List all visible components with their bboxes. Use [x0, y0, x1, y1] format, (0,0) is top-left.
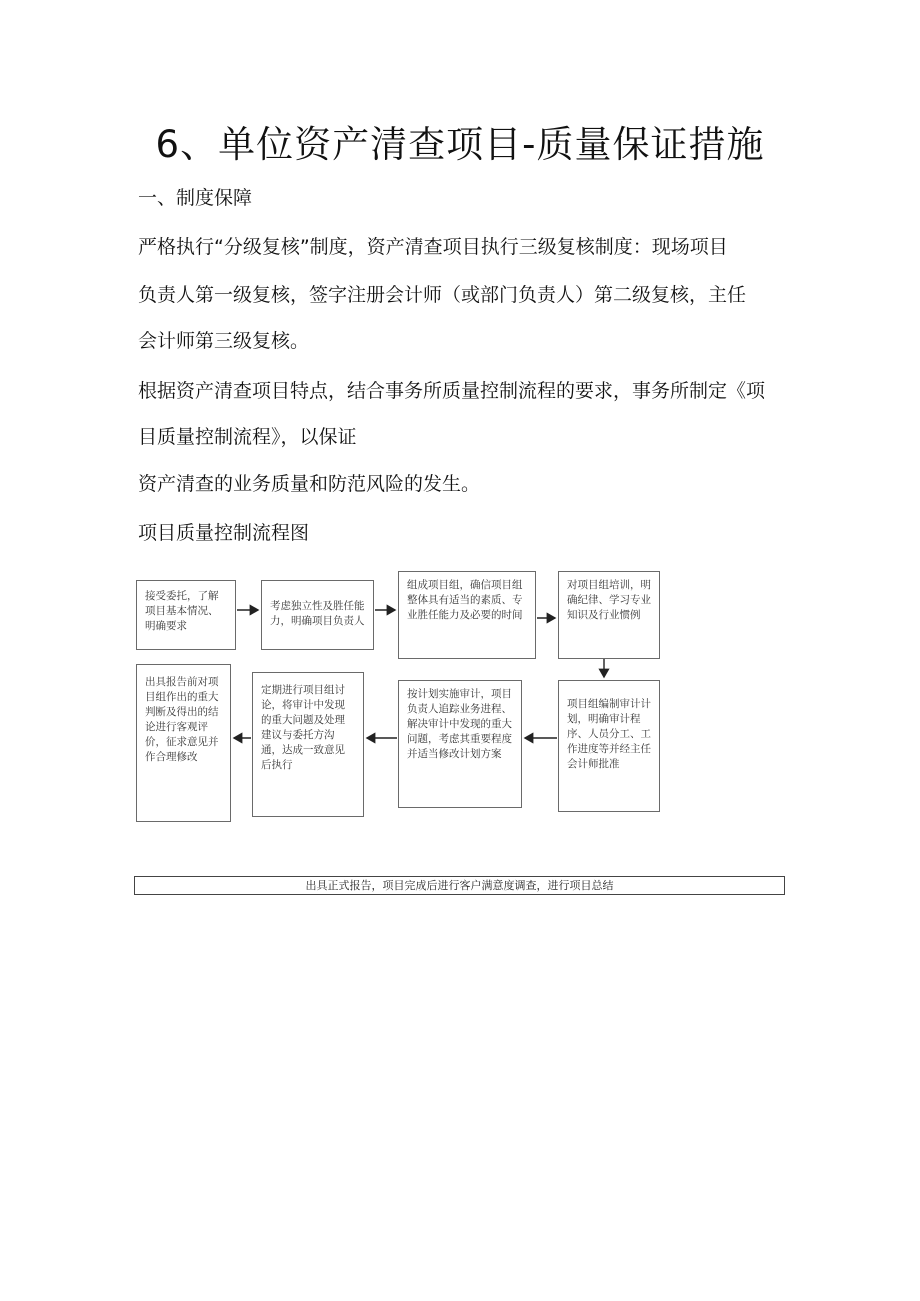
paragraph-line: 负责人第一级复核，签字注册会计师（或部门负责人）第二级复核，主任 — [138, 284, 747, 306]
flow-step-team-discussion: 定期进行项目组讨论，将审计中发现的重大问题及处理建议与委托方沟通，达成一致意见后执行 — [252, 672, 364, 817]
flowchart-caption: 项目质量控制流程图 — [138, 522, 310, 544]
flow-final-step: 出具正式报告，项目完成后进行客户满意度调查，进行项目总结 — [134, 876, 785, 895]
flow-step-pre-report-review: 出具报告前对项目组作出的重大判断及得出的结论进行客观评价，征求意见并作合理修改 — [136, 664, 231, 822]
section-heading: 一、制度保障 — [138, 187, 253, 209]
flow-step-form-team: 组成项目组，确信项目组整体具有适当的素质、专业胜任能力及必要的时间 — [398, 571, 536, 659]
flow-step-execute-audit: 按计划实施审计，项目负责人追踪业务进程、解决审计中发现的重大问题，考虑其重要程度并适当修改计划方案 — [398, 680, 522, 808]
page-title: 6、单位资产清查项目-质量保证措施 — [155, 123, 765, 166]
flowchart — [134, 566, 794, 836]
paragraph-line: 严格执行“分级复核”制度，资产清查项目执行三级复核制度：现场项目 — [138, 236, 728, 258]
paragraph-line: 资产清查的业务质量和防范风险的发生。 — [138, 473, 481, 495]
flow-step-independence-check: 考虑独立性及胜任能力，明确项目负责人 — [261, 580, 374, 650]
paragraph-line: 目质量控制流程》，以保证 — [138, 426, 357, 448]
paragraph-line: 会计师第三级复核。 — [138, 330, 310, 352]
flow-step-accept-engagement: 接受委托，了解项目基本情况、明确要求 — [136, 580, 236, 650]
paragraph-line: 根据资产清查项目特点，结合事务所质量控制流程的要求，事务所制定《项 — [138, 380, 766, 402]
flow-step-team-training: 对项目组培训，明确纪律、学习专业知识及行业惯例 — [558, 571, 660, 659]
flow-step-audit-plan: 项目组编制审计计划，明确审计程序、人员分工、工作进度等并经主任会计师批准 — [558, 680, 660, 812]
